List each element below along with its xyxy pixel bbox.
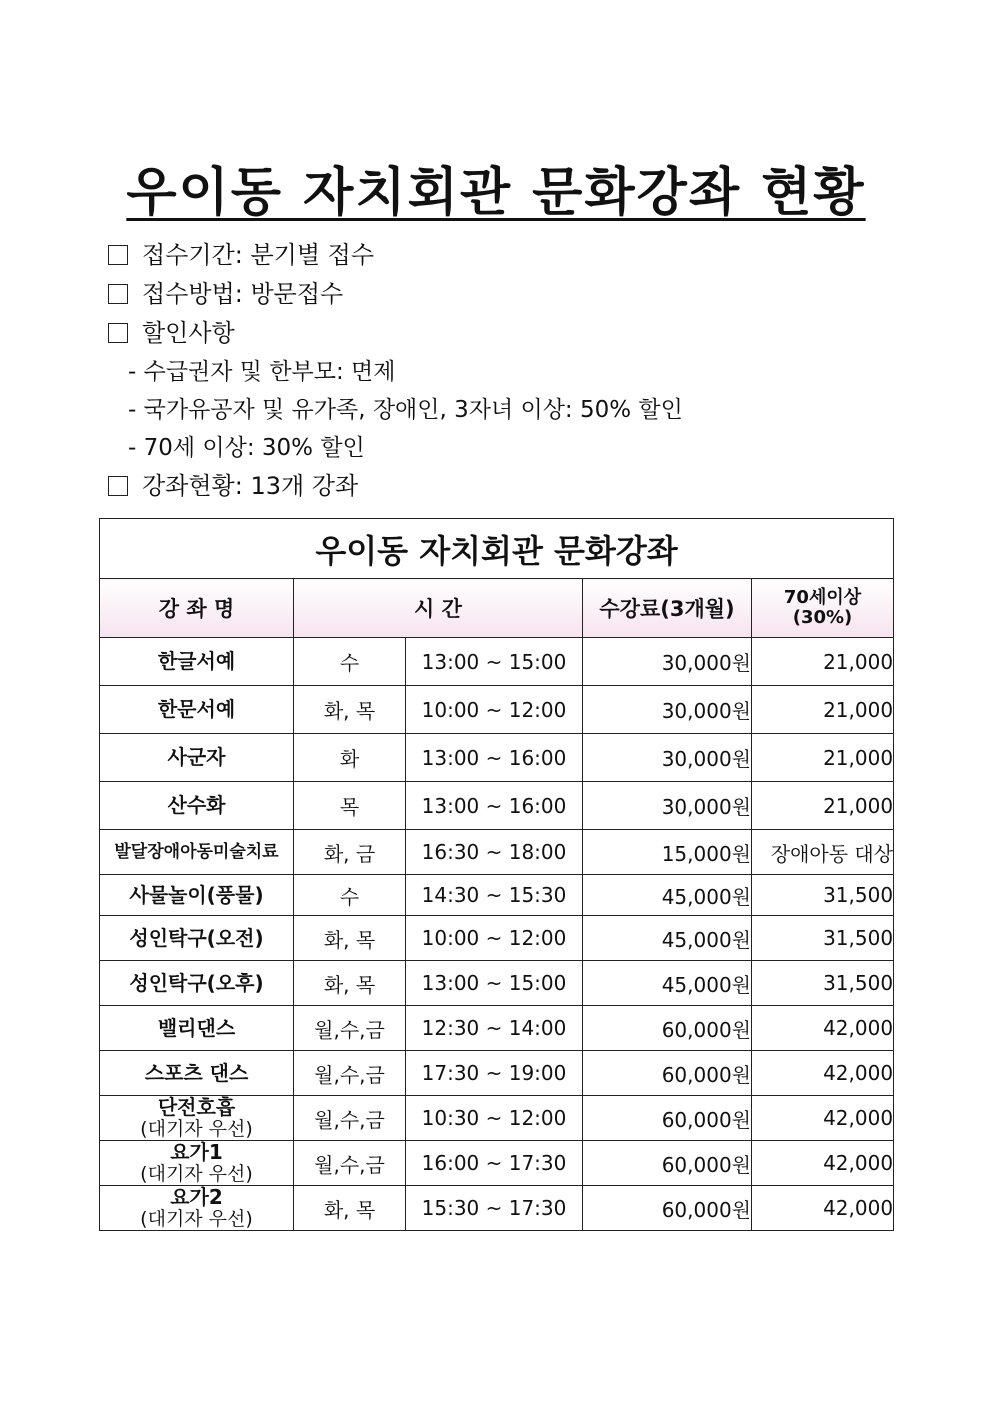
page-title <box>0 150 992 225</box>
course-senior-fee: 31,500 <box>752 916 894 961</box>
course-time: 16:30 ~ 18:00 <box>406 830 583 875</box>
course-fee: 30,000원 <box>583 638 752 686</box>
info-item-summary <box>108 467 683 506</box>
course-name <box>100 638 294 686</box>
table-header-row <box>100 579 894 638</box>
course-name <box>100 1051 294 1096</box>
course-name-text: 사물놀이(풍물) <box>129 882 264 907</box>
course-name <box>100 782 294 830</box>
info-item-discount <box>108 314 683 353</box>
header-fee: 수강료(3개월) <box>583 579 752 638</box>
header-senior-l2: (30%) <box>792 607 853 628</box>
info-item-text: 접수방법: 방문접수 <box>142 280 344 308</box>
course-name <box>100 916 294 961</box>
discount-item: - 수급권자 및 한부모: 면제 <box>128 359 396 385</box>
discount-item: - 국가유공자 및 유가족, 장애인, 3자녀 이상: 50% 할인 <box>128 397 683 423</box>
table-row <box>100 1186 894 1231</box>
table-row <box>100 1051 894 1096</box>
course-time: 10:00 ~ 12:00 <box>406 686 583 734</box>
course-name-text: 한글서예 <box>157 649 236 673</box>
checkbox-square-icon <box>108 245 128 265</box>
course-name <box>100 1186 294 1231</box>
table-row <box>100 961 894 1006</box>
table-caption: 우이동 자치회관 문화강좌 <box>100 519 894 579</box>
info-section <box>108 236 683 506</box>
course-day: 화, 목 <box>294 686 406 734</box>
course-fee: 45,000원 <box>583 875 752 916</box>
table-row <box>100 875 894 916</box>
course-name <box>100 961 294 1006</box>
course-time: 13:00 ~ 16:00 <box>406 782 583 830</box>
course-day: 월,수,금 <box>294 1006 406 1051</box>
table-row <box>100 1006 894 1051</box>
course-senior-fee: 42,000 <box>752 1096 894 1141</box>
discount-item: - 70세 이상: 30% 할인 <box>128 435 365 461</box>
course-day: 목 <box>294 782 406 830</box>
course-name <box>100 875 294 916</box>
course-name-text: 산수화 <box>167 793 226 817</box>
page-title-text: 우이동 자치회관 문화강좌 현황 <box>126 163 866 223</box>
course-time: 10:00 ~ 12:00 <box>406 916 583 961</box>
course-name <box>100 1141 294 1186</box>
course-fee: 60,000원 <box>583 1006 752 1051</box>
course-senior-fee: 42,000 <box>752 1186 894 1231</box>
info-item-text: 접수기간: 분기별 접수 <box>142 241 374 269</box>
course-fee: 60,000원 <box>583 1096 752 1141</box>
course-senior-fee: 31,500 <box>752 961 894 1006</box>
course-senior-fee: 42,000 <box>752 1141 894 1186</box>
courses-table <box>99 518 894 1231</box>
course-name-text: 사군자 <box>167 745 226 769</box>
checkbox-square-icon <box>108 284 128 304</box>
course-fee: 60,000원 <box>583 1051 752 1096</box>
course-fee: 30,000원 <box>583 734 752 782</box>
course-day: 화, 목 <box>294 961 406 1006</box>
course-name-text: 스포츠 댄스 <box>144 1060 249 1085</box>
header-name: 강 좌 명 <box>100 579 294 638</box>
course-fee: 15,000원 <box>583 830 752 875</box>
course-time: 16:00 ~ 17:30 <box>406 1141 583 1186</box>
table-row <box>100 916 894 961</box>
course-day: 월,수,금 <box>294 1051 406 1096</box>
course-time: 10:30 ~ 12:00 <box>406 1096 583 1141</box>
table-row <box>100 1096 894 1141</box>
course-time: 13:00 ~ 15:00 <box>406 961 583 1006</box>
course-name-text: 단전호흡 <box>157 1094 236 1119</box>
table-row <box>100 734 894 782</box>
table-row <box>100 782 894 830</box>
course-senior-fee: 21,000 <box>752 638 894 686</box>
course-time: 17:30 ~ 19:00 <box>406 1051 583 1096</box>
course-day: 수 <box>294 638 406 686</box>
course-name <box>100 1006 294 1051</box>
course-name-text: 밸리댄스 <box>157 1015 236 1040</box>
course-name-note: (대기자 우선) <box>140 1207 253 1230</box>
course-name-note: (대기자 우선) <box>140 1162 253 1185</box>
course-senior-fee: 42,000 <box>752 1006 894 1051</box>
course-day: 수 <box>294 875 406 916</box>
table-body <box>100 638 894 1231</box>
info-item-text: 강좌현황: 13개 강좌 <box>142 472 359 500</box>
course-day: 월,수,금 <box>294 1096 406 1141</box>
course-senior-fee: 장애아동 대상 <box>752 830 894 875</box>
table-row <box>100 638 894 686</box>
course-time: 12:30 ~ 14:00 <box>406 1006 583 1051</box>
course-name <box>100 734 294 782</box>
table-row <box>100 1141 894 1186</box>
course-senior-fee: 31,500 <box>752 875 894 916</box>
course-name-text: 요가2 <box>170 1184 223 1209</box>
course-day: 화, 목 <box>294 916 406 961</box>
course-name-text: 성인탁구(오전) <box>129 925 264 950</box>
course-day: 화, 금 <box>294 830 406 875</box>
course-fee: 30,000원 <box>583 782 752 830</box>
header-senior-l1: 70세이상 <box>783 587 862 608</box>
course-time: 13:00 ~ 16:00 <box>406 734 583 782</box>
info-item-period <box>108 236 683 275</box>
checkbox-square-icon <box>108 323 128 343</box>
course-senior-fee: 21,000 <box>752 686 894 734</box>
info-item-method <box>108 275 683 314</box>
course-time: 15:30 ~ 17:30 <box>406 1186 583 1231</box>
course-day: 월,수,금 <box>294 1141 406 1186</box>
course-name-text: 발달장애아동미술치료 <box>114 841 279 862</box>
course-senior-fee: 21,000 <box>752 782 894 830</box>
course-name-note: (대기자 우선) <box>140 1117 253 1140</box>
course-fee: 60,000원 <box>583 1186 752 1231</box>
course-name-text: 성인탁구(오후) <box>129 970 264 995</box>
course-fee: 45,000원 <box>583 916 752 961</box>
course-day: 화, 목 <box>294 1186 406 1231</box>
course-fee: 30,000원 <box>583 686 752 734</box>
table-row <box>100 686 894 734</box>
course-name <box>100 1096 294 1141</box>
course-senior-fee: 42,000 <box>752 1051 894 1096</box>
checkbox-square-icon <box>108 476 128 496</box>
info-item-text: 할인사항 <box>142 319 235 347</box>
table-row <box>100 830 894 875</box>
course-name <box>100 686 294 734</box>
header-senior <box>752 579 894 638</box>
course-senior-fee: 21,000 <box>752 734 894 782</box>
course-name-text: 한문서예 <box>157 697 236 721</box>
course-time: 14:30 ~ 15:30 <box>406 875 583 916</box>
course-day: 화 <box>294 734 406 782</box>
course-fee: 45,000원 <box>583 961 752 1006</box>
course-fee: 60,000원 <box>583 1141 752 1186</box>
course-name <box>100 830 294 875</box>
course-time: 13:00 ~ 15:00 <box>406 638 583 686</box>
header-time: 시 간 <box>294 579 583 638</box>
course-name-text: 요가1 <box>170 1139 223 1164</box>
